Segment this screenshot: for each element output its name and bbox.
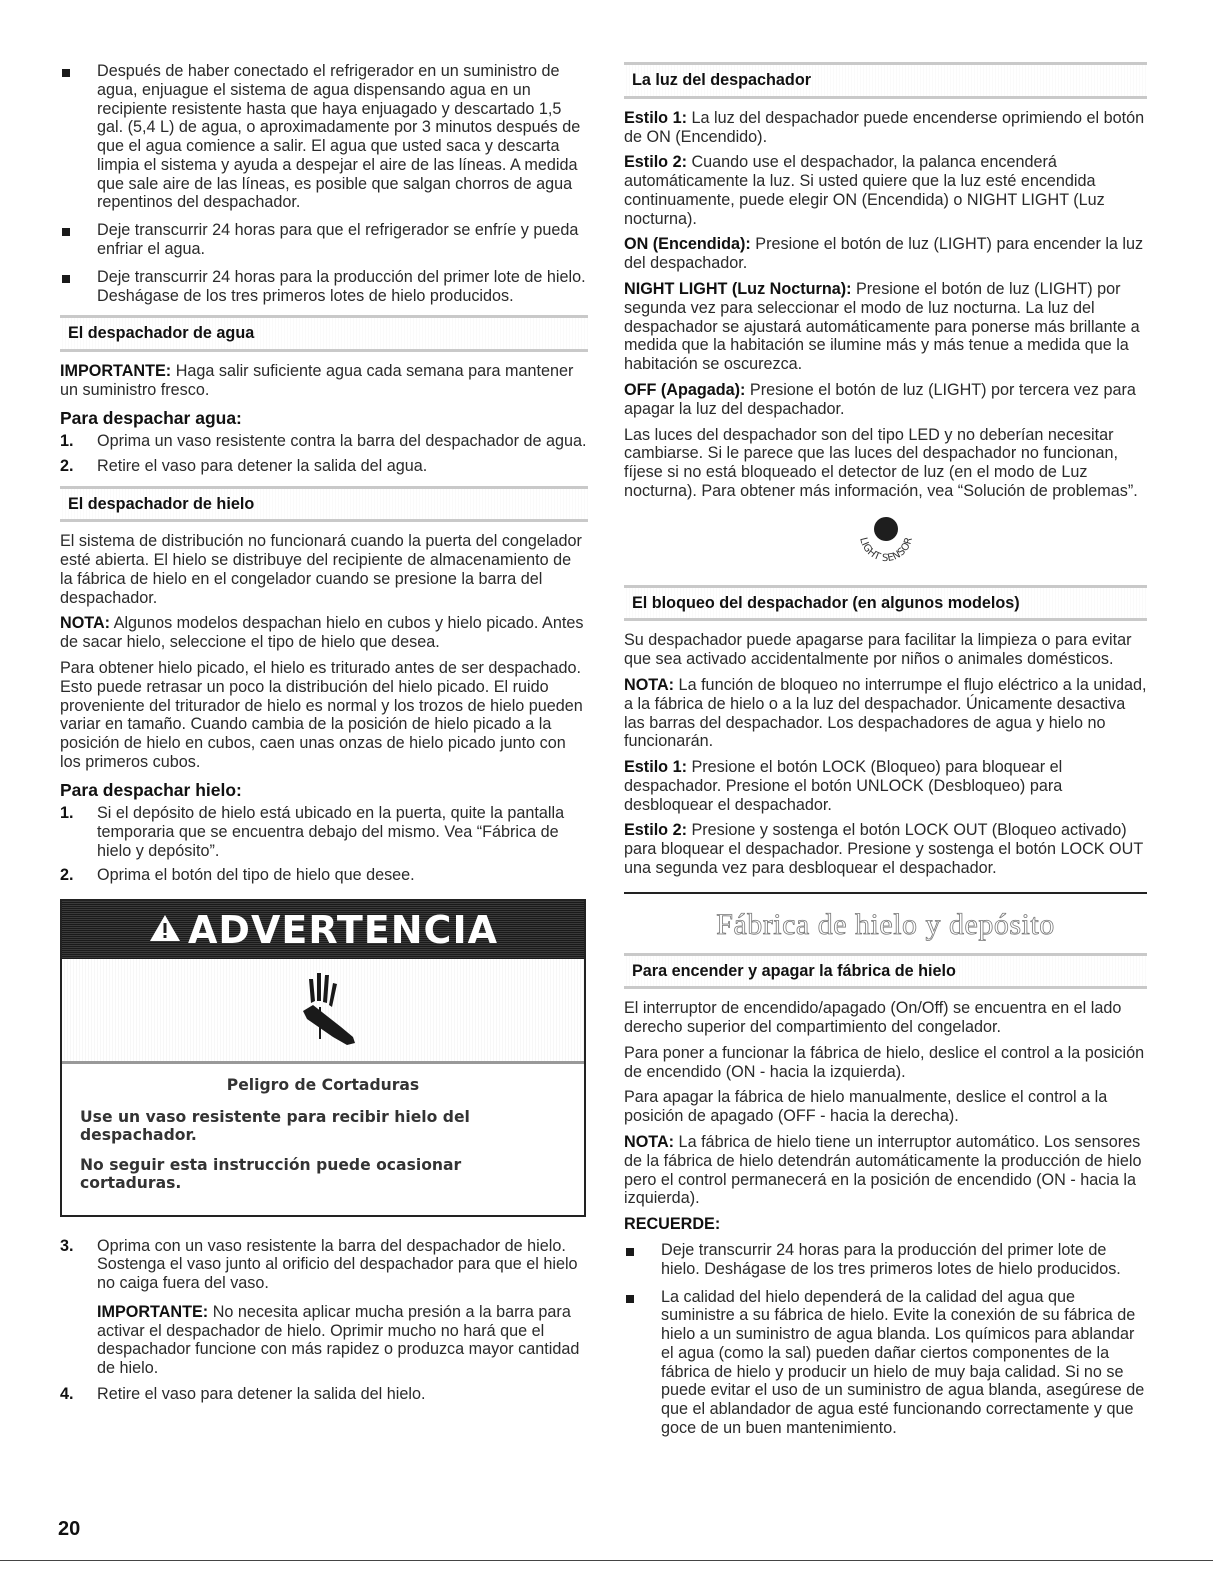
night-text: Presione el botón de luz (LIGHT) por segunda vez para seleccionar el modo de luz nocturna. La luz del despachador se ajustará automáticamente para ponerse más brillante a medida que la habitación se ilumine más y más tenue a medida que la habitación se oscurezca. bbox=[624, 280, 1140, 374]
warning-header-text: ADVERTENCIA bbox=[188, 908, 498, 953]
step-text: Retire el vaso para detener la salida del agua. bbox=[97, 456, 428, 475]
ice-procedure-title: Para despachar hielo: bbox=[60, 779, 242, 800]
warning-header bbox=[62, 901, 584, 959]
intro-bullet-list bbox=[60, 62, 588, 305]
light-style-2 bbox=[624, 153, 1147, 228]
icemaker-paragraph-2: Para poner a funcionar la fábrica de hielo, deslice el control a la posición de encendido (ON - hacia la izquierda). bbox=[624, 1043, 1145, 1081]
style-label: Estilo 2: bbox=[624, 153, 687, 172]
page-number: 20 bbox=[58, 1518, 81, 1540]
bottom-divider bbox=[0, 1560, 1213, 1561]
warning-triangle-icon bbox=[148, 908, 182, 952]
lock-style-2 bbox=[624, 821, 1147, 877]
note-label: NOTA: bbox=[60, 614, 111, 633]
style-text: Cuando use el despachador, la palanca encenderá automáticamente la luz. Si usted quiere que la luz esté encendida continuamente, puede elegir ON (Encendida) o NIGHT LIGHT (Luz nocturna). bbox=[624, 153, 1105, 228]
water-dispenser-heading: El despachador de agua bbox=[60, 315, 588, 352]
list-item: Deje transcurrir 24 horas para la producción del primer lote de hielo. Deshágase de los tres primeros lotes de hielo producidos. bbox=[60, 268, 588, 306]
lock-paragraph-1: Su despachador puede apagarse para facilitar la limpieza o para evitar que sea activado accidentalmente por niños o animales domésticos. bbox=[624, 631, 1132, 669]
light-sensor-icon bbox=[846, 509, 926, 565]
important-text: Haga salir suficiente agua cada semana para mantener un suministro fresco. bbox=[60, 362, 574, 399]
lock-note-paragraph bbox=[624, 676, 1147, 751]
warning-title: Peligro de Cortaduras bbox=[226, 1076, 420, 1095]
style-label: Estilo 2: bbox=[624, 821, 687, 840]
style-text: La luz del despachador puede encenderse oprimiendo el botón de ON (Encendido). bbox=[624, 108, 1145, 146]
icemaker-paragraph-1: El interruptor de encendido/apagado (On/Off) se encuentra en el lado derecho superior del compartimiento del congelador. bbox=[624, 999, 1122, 1037]
note-label: NOTA: bbox=[624, 1133, 675, 1152]
step-number: 4. bbox=[60, 1385, 74, 1404]
right-column bbox=[624, 62, 1147, 1447]
step-text: Oprima el botón del tipo de hielo que desee. bbox=[97, 866, 415, 885]
light-heading: La luz del despachador bbox=[624, 62, 1147, 99]
warning-body bbox=[62, 1064, 584, 1214]
lock-heading: El bloqueo del despachador (en algunos modelos) bbox=[624, 585, 1147, 622]
list-item bbox=[60, 804, 588, 860]
step-number: 1. bbox=[60, 432, 74, 451]
icemaker-section-title: Fábrica de hielo y depósito bbox=[624, 892, 1147, 943]
ice-paragraph-2: Para obtener hielo picado, el hielo es triturado antes de ser despachado. Esto puede retrasar un poco la distribución del hielo picado. El ruido proveniente del triturador de hielo es normal y los trozos de hielo pueden variar en tamaño. Cuando cambia de la posición de hielo picado a la posición de hielo en cubos, caen unas onzas de hielo picado junto con los primeros cubos. bbox=[60, 659, 583, 771]
warning-line-1: Use un vaso resistente para recibir hielo del despachador. bbox=[80, 1108, 470, 1145]
list-item: Deje transcurrir 24 horas para la producción del primer lote de hielo. Deshágase de los tres primeros lotes de hielo producidos. bbox=[624, 1241, 1147, 1279]
note-text: Algunos modelos despachan hielo en cubos y hielo picado. Antes de sacar hielo, seleccione el tipo de hielo que desea. bbox=[60, 614, 584, 652]
list-item bbox=[60, 457, 588, 476]
note-text: La fábrica de hielo tiene un interruptor automático. Los sensores de la fábrica de hielo detendrán automáticamente la producción de hielo pero el control permanecerá en la posición de encendido (ON - hacia la izquierda). bbox=[624, 1133, 1142, 1208]
ice-steps-continued bbox=[60, 1237, 588, 1404]
step-number: 2. bbox=[60, 456, 74, 475]
light-sensor-figure bbox=[624, 509, 1147, 565]
step-important-paragraph bbox=[97, 1303, 588, 1378]
light-off-paragraph bbox=[624, 381, 1147, 419]
warning-line-2: No seguir esta instrucción puede ocasionar cortaduras. bbox=[80, 1156, 462, 1193]
water-steps-list bbox=[60, 432, 588, 476]
list-item: La calidad del hielo dependerá de la calidad del agua que suministre a su fábrica de hielo. Evite la conexión de su fábrica de hielo a un suministro de agua blanda. Los químicos para ablandar el agua (como la sal) pueden dañar ciertos componentes de la fábrica de hielo y producir un hielo de muy baja calidad. Si no se puede evitar el uso de un suministro de agua blanda, asegúrese de que el ablandador de agua esté funcionando correctamente y que goce de un buen mantenimiento. bbox=[624, 1288, 1147, 1438]
remember-bullet-list bbox=[624, 1241, 1147, 1438]
on-label: ON (Encendida): bbox=[624, 235, 751, 254]
light-night-paragraph bbox=[624, 280, 1147, 374]
step-text: Si el depósito de hielo está ubicado en la puerta, quite la pantalla temporaria que se encuentra debajo del mismo. Vea “Fábrica de hielo y depósito”. bbox=[97, 804, 565, 860]
step-number: 1. bbox=[60, 804, 74, 823]
icemaker-heading: Para encender y apagar la fábrica de hielo bbox=[624, 953, 1147, 990]
step-number: 2. bbox=[60, 866, 74, 885]
ice-dispenser-heading: El despachador de hielo bbox=[60, 486, 588, 523]
left-column bbox=[60, 62, 588, 1410]
list-item bbox=[60, 1385, 588, 1404]
icemaker-paragraph-3: Para apagar la fábrica de hielo manualmente, deslice el control a la posición de apagado (OFF - hacia la derecha). bbox=[624, 1088, 1108, 1126]
remember-label: RECUERDE: bbox=[624, 1215, 721, 1234]
cut-hazard-icon bbox=[273, 967, 373, 1053]
style-label: Estilo 1: bbox=[624, 108, 687, 127]
lock-style-1 bbox=[624, 758, 1147, 814]
list-item bbox=[60, 1237, 588, 1378]
list-item bbox=[60, 866, 588, 885]
ice-steps-list bbox=[60, 804, 588, 885]
list-item: Deje transcurrir 24 horas para que el refrigerador se enfríe y pueda enfriar el agua. bbox=[60, 221, 588, 259]
step-text: Oprima con un vaso resistente la barra del despachador de hielo. Sostenga el vaso junto al orificio del despachador para que el hielo no caiga fuera del vaso. bbox=[97, 1236, 578, 1293]
water-procedure-title: Para despachar agua: bbox=[60, 407, 242, 428]
warning-box bbox=[60, 899, 586, 1216]
ice-paragraph-1: El sistema de distribución no funcionará cuando la puerta del congelador esté abierta. El hielo se distribuye del recipiente de almacenamiento de la fábrica de hielo en el congelador cuando se presione la barra del despachador. bbox=[60, 532, 582, 607]
list-item bbox=[60, 432, 588, 451]
style-label: Estilo 1: bbox=[624, 758, 687, 777]
icemaker-note-paragraph bbox=[624, 1133, 1147, 1208]
water-important-paragraph bbox=[60, 362, 588, 400]
step-text: Retire el vaso para detener la salida del hielo. bbox=[97, 1385, 426, 1404]
warning-icon-area bbox=[62, 959, 584, 1064]
style-text: Presione el botón LOCK (Bloqueo) para bloquear el despachador. Presione el botón UNLOCK (Desbloqueo) para desbloquear el despachador. bbox=[624, 758, 1063, 814]
important-label: IMPORTANTE: bbox=[60, 362, 172, 381]
note-label: NOTA: bbox=[624, 675, 675, 694]
night-label: NIGHT LIGHT (Luz Nocturna): bbox=[624, 280, 852, 299]
note-text: La función de bloqueo no interrumpe el flujo eléctrico a la unidad, a la fábrica de hielo o a la luz del despachador. Únicamente desactiva las barras del despachador. Los despachadores de agua y hielo no funcionarán. bbox=[624, 675, 1147, 751]
important-text: No necesita aplicar mucha presión a la barra para activar el despachador de hielo. Oprimir mucho no hará que el despachador funcione con más rapidez o produzca mayor cantidad de hielo. bbox=[97, 1302, 580, 1378]
ice-note-paragraph bbox=[60, 614, 588, 652]
off-text: Presione el botón de luz (LIGHT) por tercera vez para apagar la luz del despachador. bbox=[624, 380, 1136, 418]
list-item: Después de haber conectado el refrigerador en un suministro de agua, enjuague el sistema de agua dispensando agua en un recipiente resistente hasta que haya enjuagado y descartado 1,5 gal. (5,4 L) de agua, o aproximadamente por 3 minutos después de que el agua comience a salir. El agua que usted saca y descarta limpia el sistema y ayuda a despejar el aire de las líneas. A medida que sale aire de las líneas, es posible que salgan chorros de agua repentinos del despachador. bbox=[60, 62, 588, 212]
light-led-paragraph: Las luces del despachador son del tipo LED y no deberían necesitar cambiarse. Si le parece que las luces del despachador no funcionan, fíjese si no está bloqueado el detector de luz (en el modo de Luz nocturna). Para obtener más información, vea “Solución de problemas”. bbox=[624, 425, 1138, 500]
step-number: 3. bbox=[60, 1236, 74, 1255]
sensor-label: LIGHT SENSOR bbox=[856, 535, 915, 564]
step-text: Oprima un vaso resistente contra la barra del despachador de agua. bbox=[97, 432, 587, 451]
light-style-1 bbox=[624, 109, 1147, 147]
on-text: Presione el botón de luz (LIGHT) para encender la luz del despachador. bbox=[624, 235, 1144, 273]
style-text: Presione y sostenga el botón LOCK OUT (Bloqueo activado) para bloquear el despachador. Presione y sostenga el botón LOCK OUT una segunda vez para desbloquear el despachador. bbox=[624, 821, 1143, 877]
important-label: IMPORTANTE: bbox=[97, 1302, 209, 1321]
light-on-paragraph bbox=[624, 235, 1147, 273]
off-label: OFF (Apagada): bbox=[624, 380, 746, 399]
